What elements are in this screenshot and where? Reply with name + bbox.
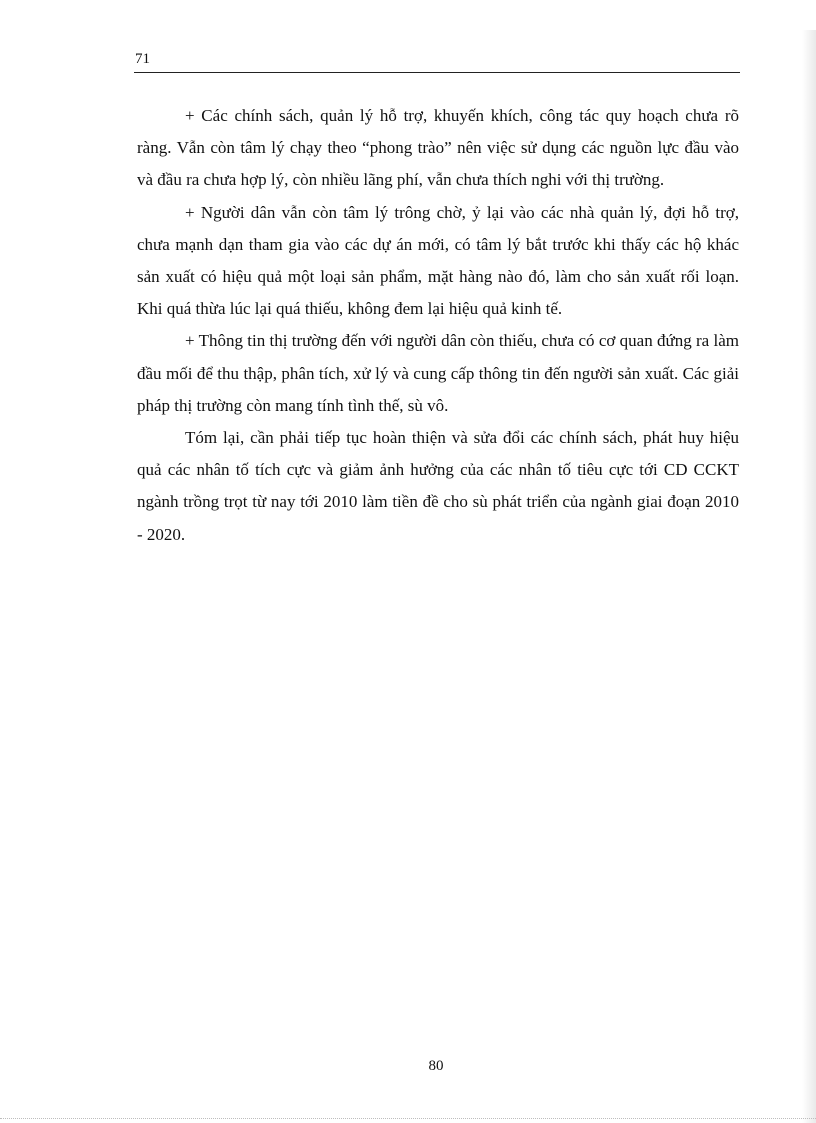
paragraph-policy: + Các chính sách, quản lý hỗ trợ, khuyến khích, công tác quy hoạch chưa rõ ràng. Vẫn còn tâm lý chạy theo “phong trào” nên việc sử dụng các nguồn lực đầu vào và đầu ra chưa hợp lý, còn nhiều lãng phí, vẫn chưa thích nghi với thị trường. — [137, 106, 739, 190]
header-page-number: 71 — [135, 51, 150, 67]
page-edge-shadow — [802, 30, 816, 1123]
paragraph-market-info: + Thông tin thị trường đến với người dân còn thiếu, chưa có cơ quan đứng ra làm đầu mối để thu thập, phân tích, xử lý và cung cấp thông tin đến người sản xuất. Các giải pháp thị trường còn mang tính tình thế, sù vô. — [137, 331, 739, 415]
page-bottom-edge — [0, 1118, 816, 1123]
footer-page-number: 80 — [428, 1058, 444, 1074]
paragraph-farmers: + Người dân vẫn còn tâm lý trông chờ, ỷ lại vào các nhà quản lý, đợi hỗ trợ, chưa mạnh dạn tham gia vào các dự án mới, có tâm lý bắt trước khi thấy các hộ khác sản xuất có hiệu quả một loại sản phẩm, mặt hàng nào đó, làm cho sản xuất rối loạn. Khi quá thừa lúc lại quá thiếu, không đem lại hiệu quả kinh tế. — [137, 202, 739, 319]
page-header — [134, 48, 740, 73]
document-body — [137, 100, 739, 551]
paragraph-summary: Tóm lại, cần phải tiếp tục hoàn thiện và sửa đổi các chính sách, phát huy hiệu quả các nhân tố tích cực và giảm ảnh hưởng của các nhân tố tiêu cực tới CD CCKT ngành trồng trọt từ nay tới 2010 làm tiền đề cho sù phát triển của ngành giai đoạn 2010 - 2020. — [137, 428, 739, 544]
